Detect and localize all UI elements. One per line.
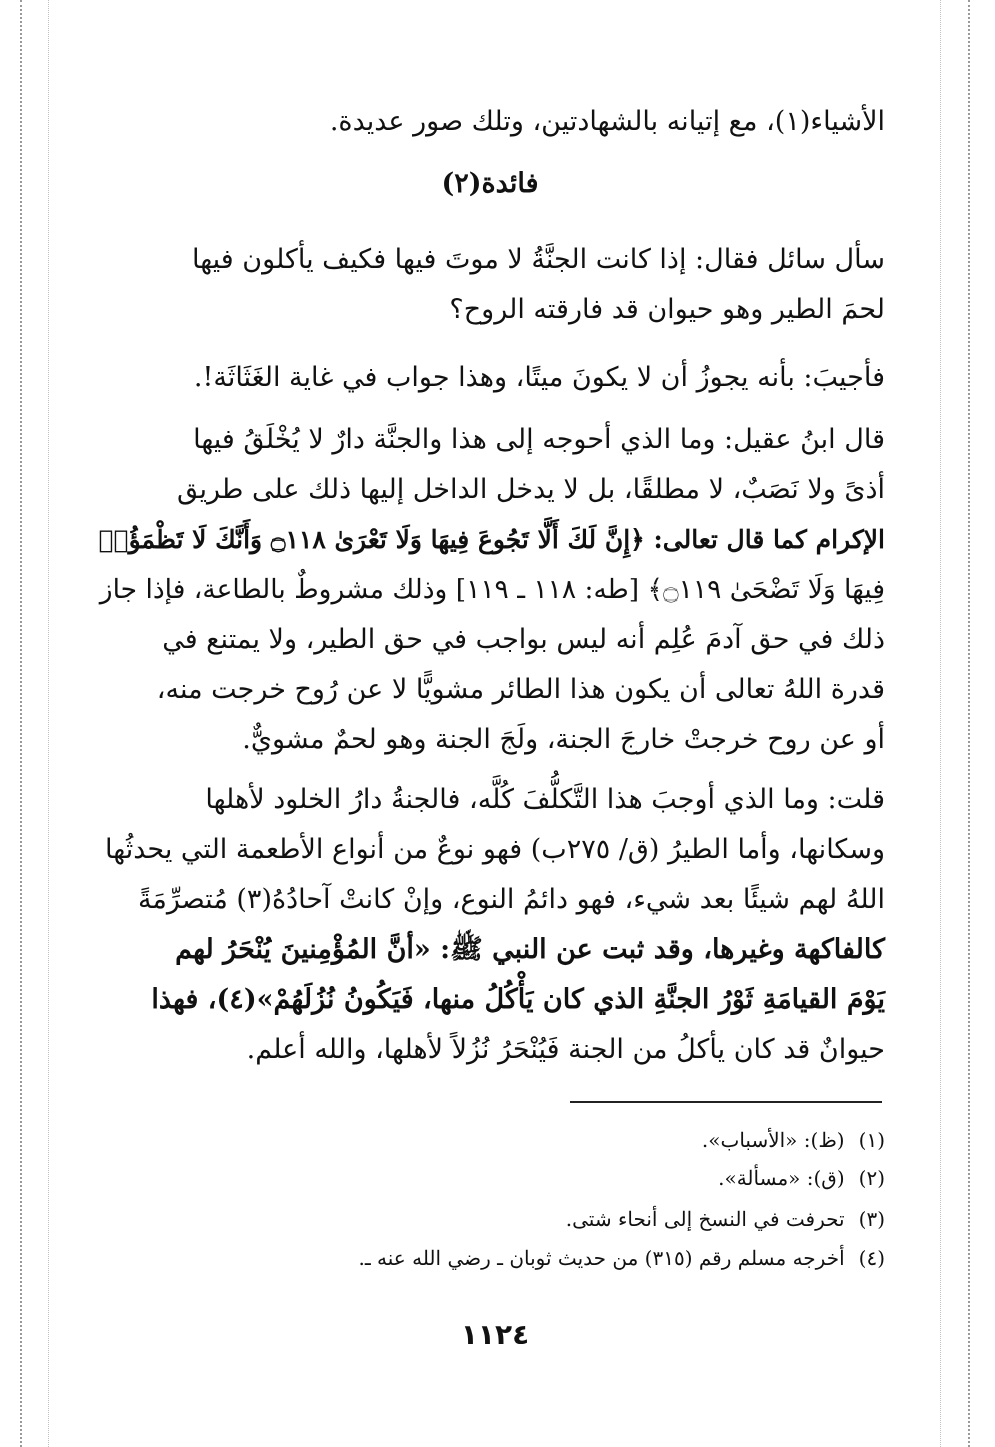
footnote-number: (٣)	[858, 1207, 885, 1231]
body-line: وسكانها، وأما الطيرُ (ق/ ٢٧٥ب) فهو نوعٌ من أنواع الأطعمة التي يحدثُها	[105, 834, 885, 865]
scan-margin-dots-left-inner	[48, 0, 49, 1447]
footnote-text: (ق): «مسألة».	[718, 1166, 845, 1190]
scan-margin-dots-right	[968, 0, 970, 1447]
footnote-number: (٢)	[858, 1166, 885, 1190]
body-line: فِيهَا وَلَا تَضْحَىٰ ۝١١٩﴾ [طه: ١١٨ ـ ١١٩] وذلك مشروطٌ بالطاعة، فإذا جاز	[99, 574, 885, 605]
body-line: قدرة اللهُ تعالى أن يكون هذا الطائر مشويًّا لا عن رُوح خرجت منه،	[156, 674, 885, 705]
footnote-number: (٤)	[858, 1246, 885, 1270]
footnote	[95, 1163, 885, 1193]
body-line: لحمَ الطير وهو حيوان قد فارقته الروح؟	[449, 294, 885, 325]
body-line-quran: الإكرام كما قال تعالى: ﴿إِنَّ لَكَ أَلَّا تَجُوعَ فِيهَا وَلَا تَعْرَىٰ ۝١١٨ وَأَنَّكَ لَا تَظْمَؤُا۟	[98, 525, 885, 554]
body-line: سأل سائل فقال: إذا كانت الجنَّةُ لا موتَ فيها فكيف يأكلون فيها	[191, 244, 885, 275]
footnote	[95, 1243, 885, 1273]
section-heading: فائدة(٢)	[441, 168, 539, 199]
body-line: ذلك في حق آدمَ عُلِم أنه ليس بواجب في حق الطير، ولا يمتنع في	[162, 624, 885, 655]
footnote-text: أخرجه مسلم رقم (٣١٥) من حديث ثوبان ـ رضي الله عنه ـ.	[358, 1246, 845, 1270]
body-line: حيوانٌ قد كان يأكلُ من الجنة فَيُنْحَرُ نُزُلاً لأهلها، والله أعلم.	[246, 1034, 885, 1065]
scan-margin-dots-right-inner	[940, 0, 941, 1447]
footnote-number: (١)	[858, 1128, 885, 1152]
body-line-hadith: يَوْمَ القيامَةِ ثَوْرُ الجنَّةِ الذي كان يَأْكُلُ منها، فَيَكُونُ نُزُلَهُمْ»(٤)، فهذا	[151, 984, 885, 1015]
body-line: قلت: وما الذي أوجبَ هذا التَّكلُّفَ كُلَّه، فالجنةُ دارُ الخلود لأهلها	[205, 784, 885, 815]
body-line: فأجيبَ: بأنه يجوزُ أن لا يكونَ ميتًا، وهذا جواب في غاية الغَثَاثَة!.	[193, 362, 885, 393]
body-line: اللهُ لهم شيئًا بعد شيء، فهو دائمُ النوع، وإنْ كانتْ آحادُهُ(٣) مُتصرِّمَةً	[137, 884, 885, 915]
footnote-separator	[570, 1101, 882, 1103]
body-line-hadith: كالفاكهة وغيرها، وقد ثبت عن النبي ﷺ: «أنَّ المُؤْمِنينَ يُنْحَرُ لهم	[175, 934, 885, 965]
body-line: الأشياء(١)، مع إتيانه بالشهادتين، وتلك صور عديدة.	[329, 106, 885, 137]
body-line: قال ابنُ عقيل: وما الذي أحوجه إلى هذا والجنَّة دارٌ لا يُخْلَقُ فيها	[193, 424, 885, 455]
footnote-text: (ظ): «الأسباب».	[701, 1128, 845, 1152]
scan-margin-dots-left	[20, 0, 22, 1447]
page-number: ١١٢٤	[460, 1318, 530, 1351]
body-line: أذىً ولا نَصَبٌ، لا مطلقًا، بل لا يدخل الداخل إليها ذلك على طريق	[176, 474, 885, 505]
footnote-text: تحرفت في النسخ إلى أنحاء شتى.	[565, 1207, 845, 1231]
footnote	[95, 1204, 885, 1234]
body-line: أو عن روح خرجتْ خارجَ الجنة، ولَجَ الجنة وهو لحمٌ مشويٌّ.	[242, 724, 885, 755]
footnote	[95, 1125, 885, 1155]
